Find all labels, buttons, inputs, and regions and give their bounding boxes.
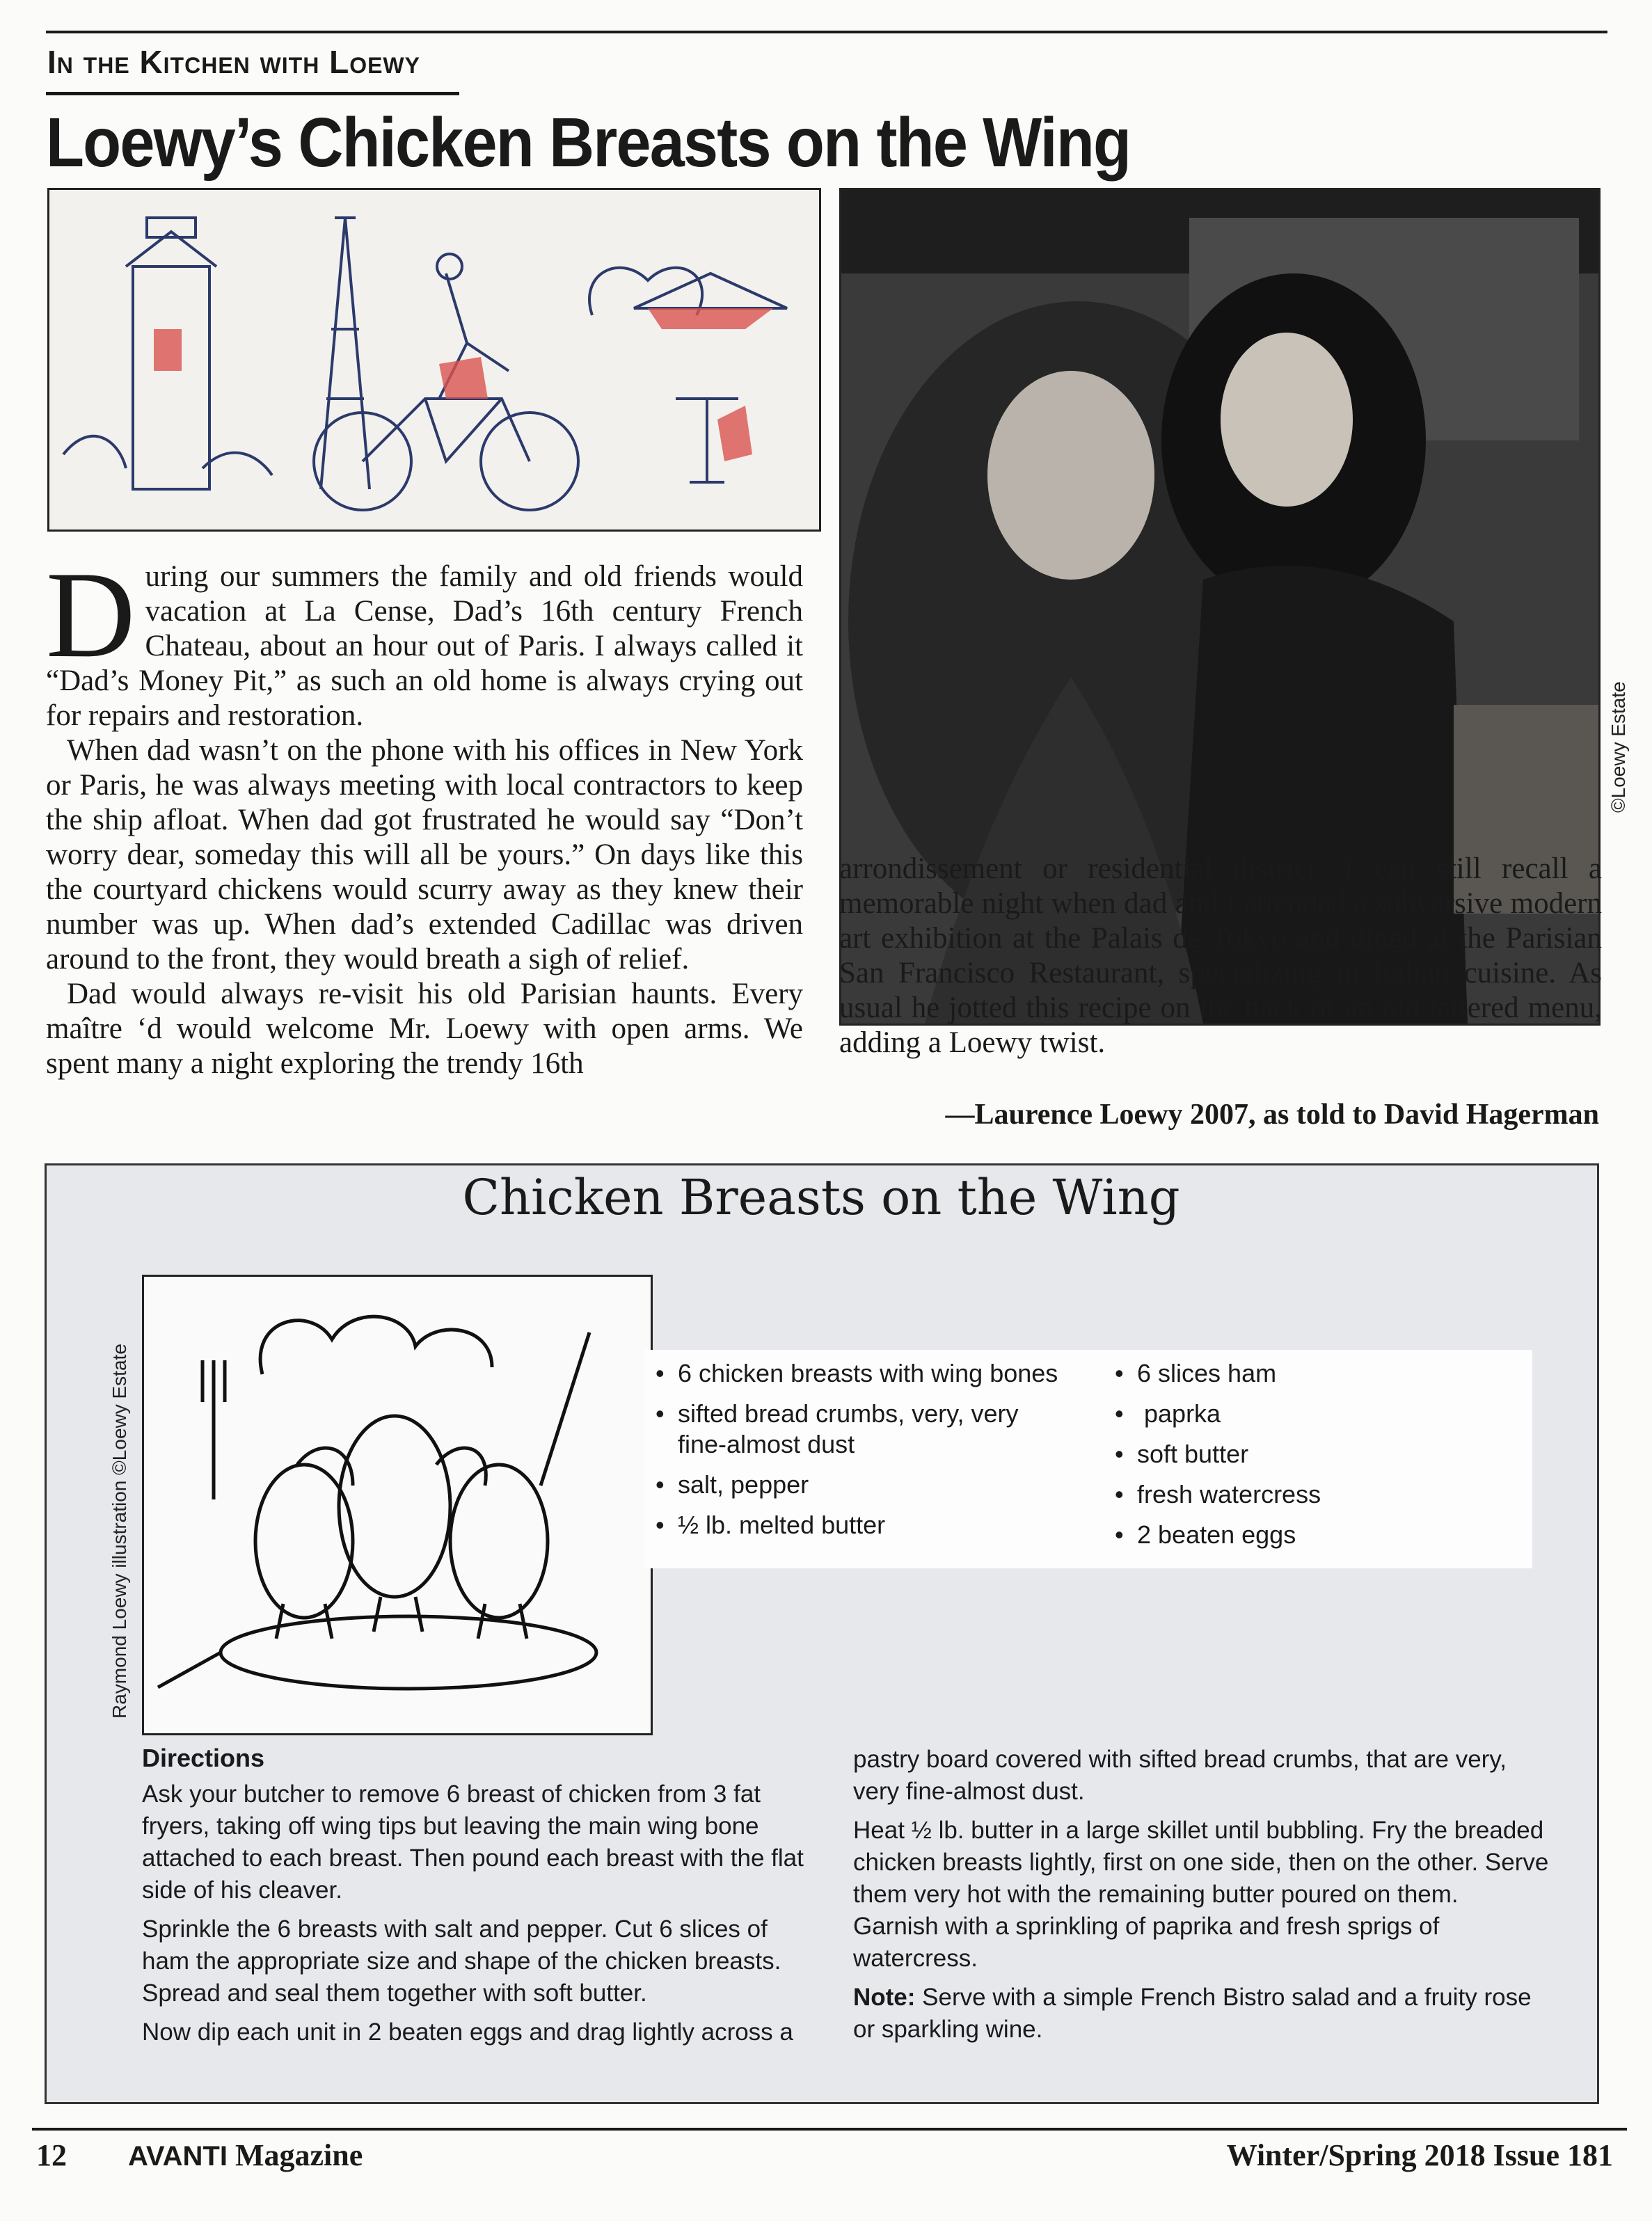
- footer-rule: [32, 2128, 1627, 2131]
- article-column-1: [46, 546, 803, 1081]
- directions-column-1: [142, 1742, 813, 2055]
- ingredient-item: • fresh watercress: [1115, 1479, 1504, 1510]
- direction-step: Heat ½ lb. butter in a large skillet until bubbling. Fry the breaded chicken breasts lightly, first on one side, then on the other. Serve them very hot with the remaining butter poured on them. Garnish with a sprinkling of paprika and fresh sprigs of watercress.: [853, 1817, 1549, 1972]
- direction-step: pastry board covered with sifted bread crumbs, that are very, very fine-almost dust.: [853, 1746, 1507, 1805]
- paris-sketch-graphic: [49, 190, 819, 530]
- drop-cap: D: [46, 546, 136, 683]
- note-label: Note:: [853, 1984, 916, 2011]
- chickens-in-pan-graphic: [144, 1277, 651, 1733]
- page-title: Loewy’s Chicken Breasts on the Wing: [46, 104, 1131, 182]
- article-paragraph: When dad wasn’t on the phone with his offices in New York or Paris, he was always meeting with local contractors to keep the ship afloat. When dad got frustrated he would say “Don’t worry dear, someday this will all be yours.” On days like this the courtyard chickens would scurry away as they knew their number was up. When dad’s extended Cadillac was driven around to the front, they would breath a sigh of relief.: [46, 734, 803, 976]
- direction-step: Now dip each unit in 2 beaten eggs and drag lightly across a: [142, 2019, 793, 2046]
- ingredients-right-column: [1115, 1358, 1504, 1560]
- photo-credit: ©Loewy Estate: [1607, 681, 1629, 813]
- ingredient-item: • soft butter: [1115, 1439, 1504, 1470]
- illustration-credit: Raymond Loewy illustration ©Loewy Estate: [109, 1344, 130, 1719]
- ingredients-left-column: [656, 1358, 1073, 1550]
- page-number: 12: [36, 2138, 67, 2172]
- ingredient-item: • 2 beaten eggs: [1115, 1520, 1504, 1550]
- ingredient-item: • 6 slices ham: [1115, 1358, 1504, 1389]
- article-paragraph: arrondissement or residential district. I can still recall a memorable night when dad and I attended a subversive modern art exhibition at the Palais de Tokyo and dined at the Parisian San Francisco Restaurant, specializing in Italian cuisine. As usual he jotted this recipe on the back of an old tattered menu, adding a Loewy twist.: [839, 852, 1602, 1059]
- direction-step: Ask your butcher to remove 6 breast of chicken from 3 fat fryers, taking off wing tips but leaving the main wing bone attached to each breast. Then pound each breast with the flat side of his cleaver.: [142, 1781, 804, 1904]
- paris-illustration: [47, 188, 821, 532]
- magazine-name: [128, 2138, 363, 2173]
- byline: —Laurence Loewy 2007, as told to David Hagerman: [945, 1099, 1599, 1131]
- ingredient-item: • paprka: [1115, 1399, 1504, 1429]
- ingredient-item: • ½ lb. melted butter: [656, 1510, 1073, 1541]
- article-column-2: [839, 852, 1602, 1060]
- ingredients-list-left: [656, 1358, 1073, 1541]
- brand-name: AVANTI: [128, 2141, 228, 2172]
- ingredient-item: • 6 chicken breasts with wing bones: [656, 1358, 1073, 1389]
- ingredient-item: • sifted bread crumbs, very, very fine-almost dust: [656, 1399, 1067, 1460]
- directions-column-2: [853, 1744, 1549, 2053]
- ingredients-list-right: [1115, 1358, 1504, 1550]
- direction-step: Sprinkle the 6 breasts with salt and pepper. Cut 6 slices of ham the appropriate size and shape of the chicken breasts. Spread and seal them together with soft butter.: [142, 1916, 781, 2007]
- section-kicker: In the Kitchen with Loewy: [47, 44, 420, 80]
- ingredients-panel: [644, 1350, 1532, 1568]
- article-paragraph: During our summers the family and old friends would vacation at La Cense, Dad’s 16th century French Chateau, about an hour out of Paris. I always called it “Dad’s Money Pit,” as such an old home is always crying out for repairs and restoration.: [46, 546, 803, 732]
- ingredient-item: • salt, pepper: [656, 1470, 1073, 1500]
- top-rule: [46, 31, 1607, 33]
- chicken-illustration: [142, 1275, 653, 1735]
- kicker-underline: [46, 92, 459, 95]
- recipe-title: Chicken Breasts on the Wing: [462, 1169, 1180, 1226]
- recipe-note: [853, 1982, 1549, 2046]
- note-text: Serve with a simple French Bistro salad and a fruity rose or sparkling wine.: [853, 1984, 1539, 2043]
- magazine-label: Magazine: [235, 2138, 363, 2172]
- issue-info: Winter/Spring 2018 Issue 181: [1226, 2138, 1613, 2172]
- article-paragraph: Dad would always re-visit his old Parisian haunts. Every maître ‘d would welcome Mr. Loewy with open arms. We spent many a night exploring the trendy 16th: [46, 978, 803, 1080]
- directions-heading: Directions: [142, 1744, 265, 1772]
